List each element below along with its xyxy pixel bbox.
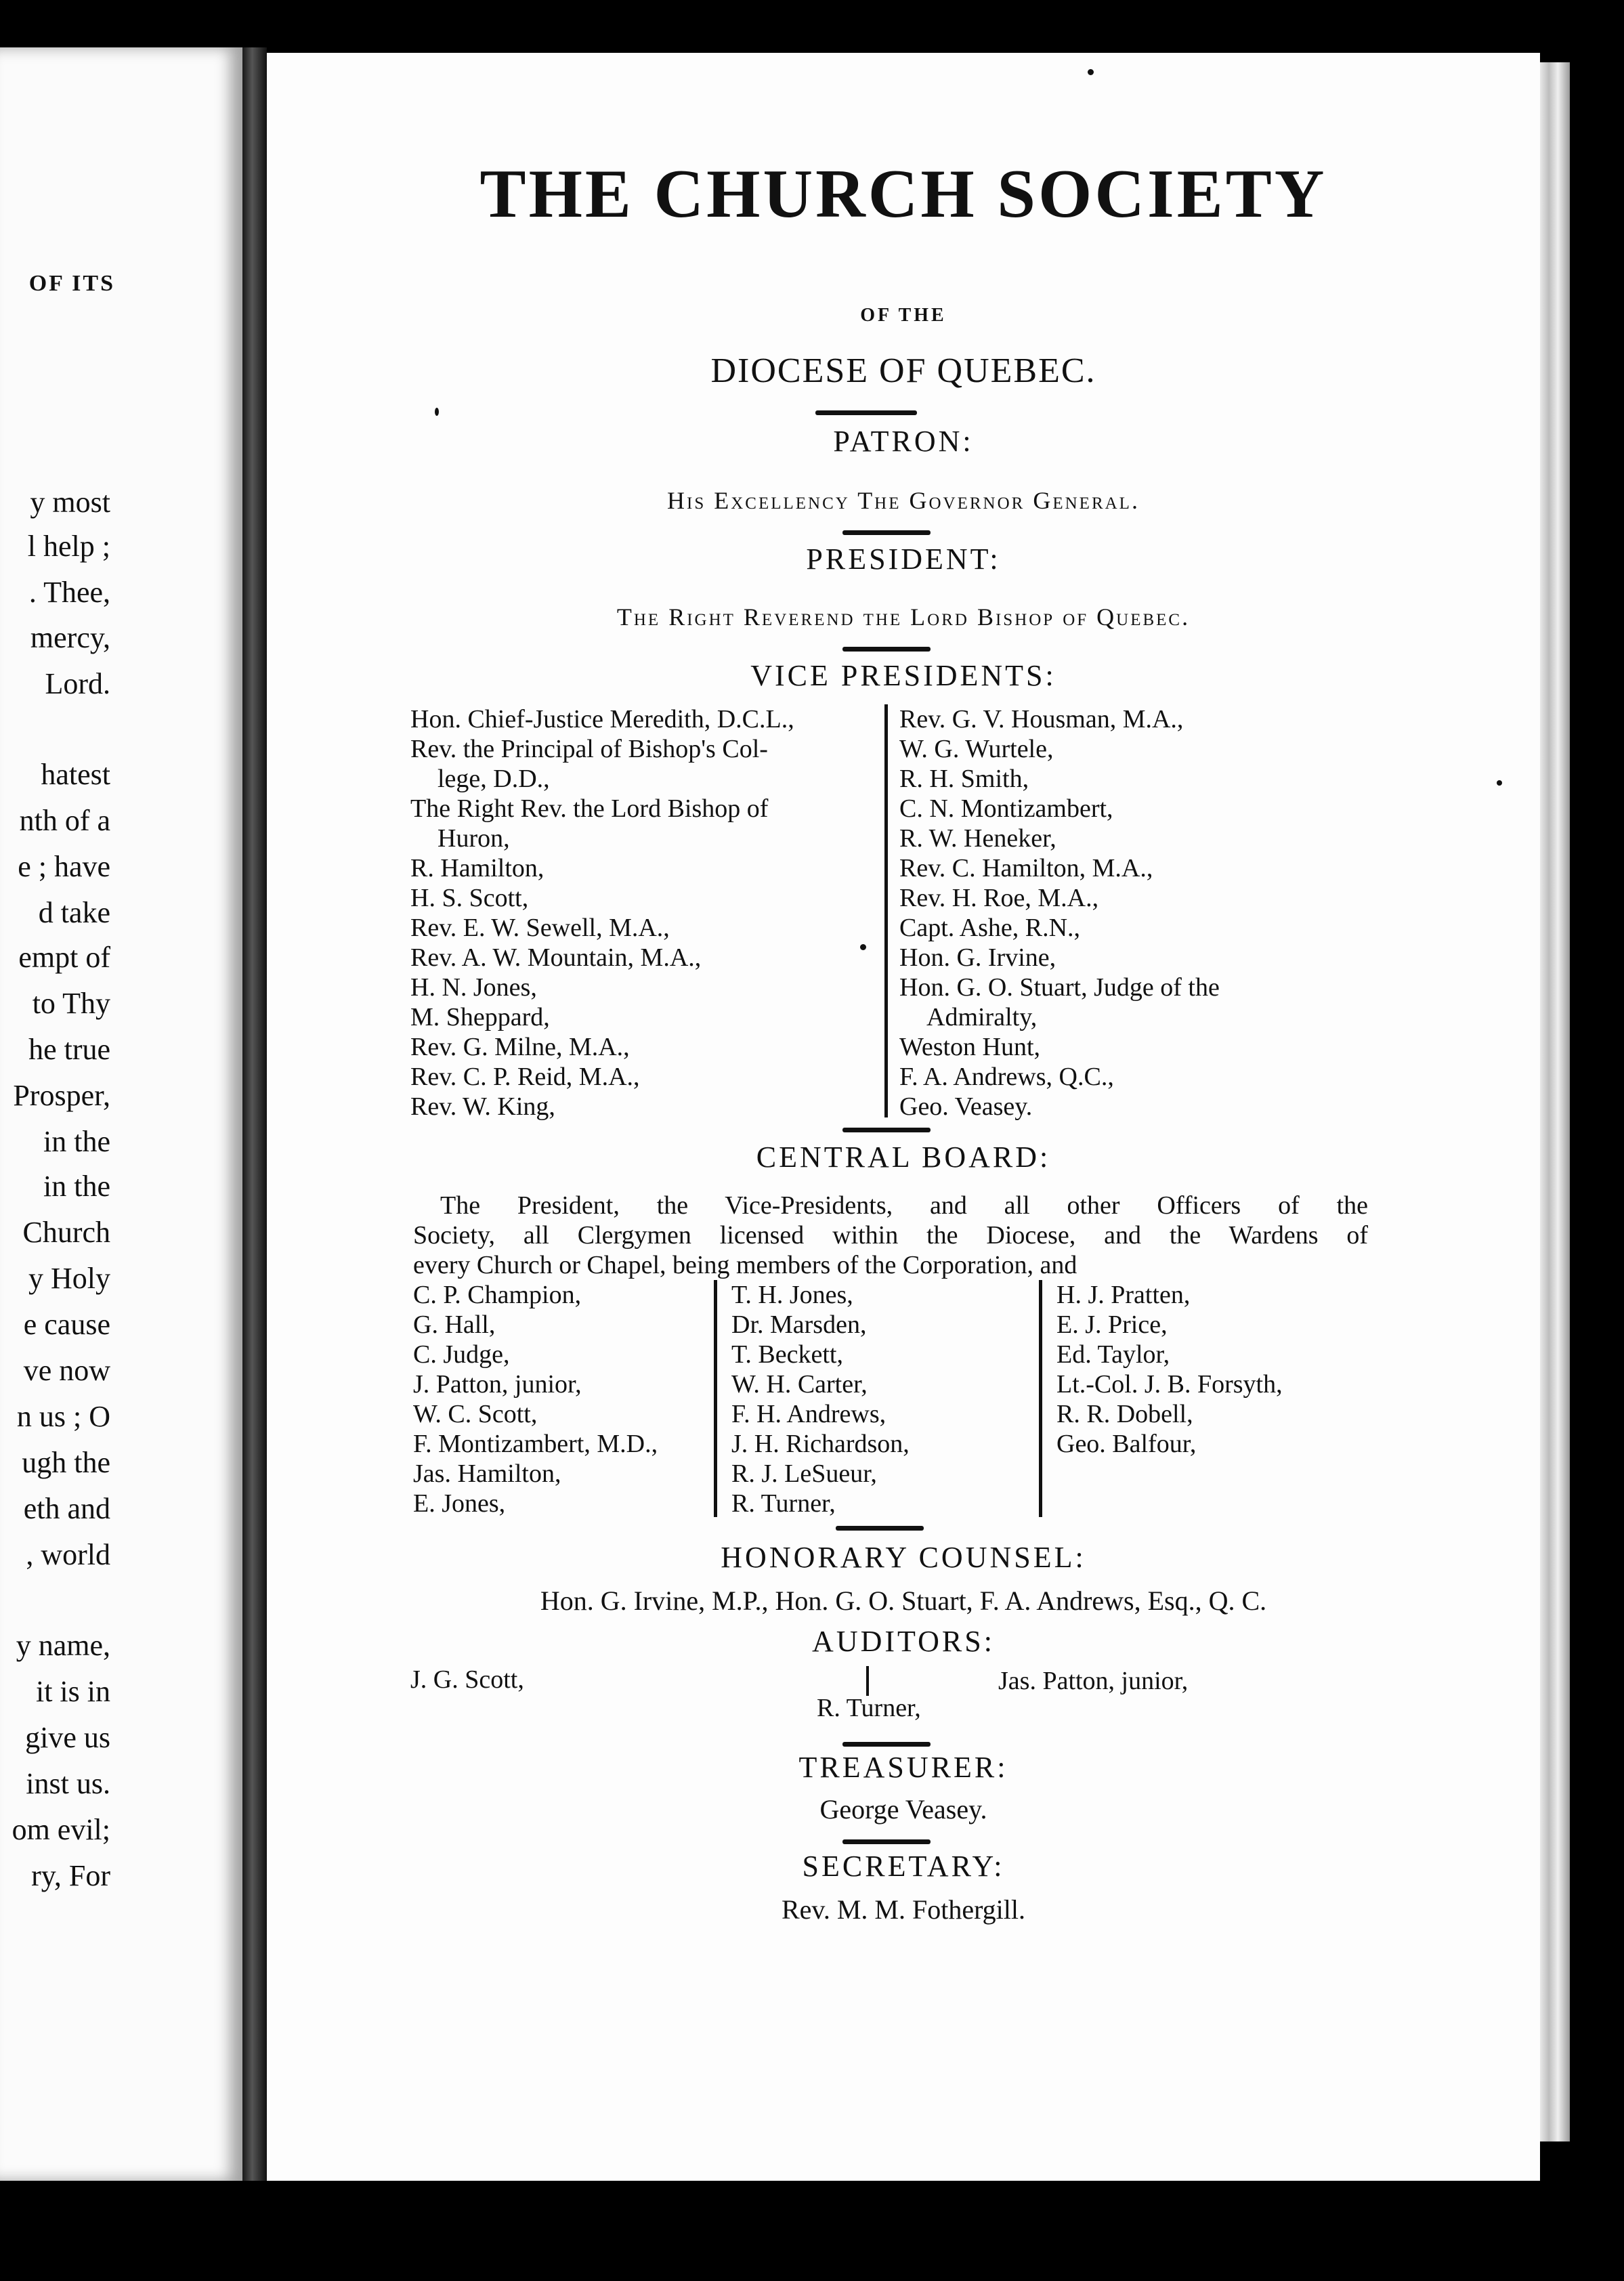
patron-name: His Excellency The Governor General.: [667, 487, 1140, 514]
president-heading: PRESIDENT:: [806, 542, 1001, 576]
name-entry: Hon. G. O. Stuart, Judge of the: [899, 973, 1220, 1002]
left-page-line: inst us.: [26, 1767, 110, 1800]
vice-presidents-heading: VICE PRESIDENTS:: [750, 659, 1056, 692]
patron-heading: PATRON:: [833, 425, 974, 458]
auditor-left: J. G. Scott,: [410, 1665, 524, 1694]
left-page-line: ve now: [23, 1354, 110, 1387]
left-page-line: ry, For: [31, 1859, 110, 1892]
divider: [842, 1128, 931, 1132]
name-entry: Rev. G. Milne, M.A.,: [410, 1033, 630, 1061]
vice-presidents-right-column: [899, 704, 1220, 1122]
secretary-name: Rev. M. M. Fothergill.: [781, 1894, 1026, 1925]
name-entry: Dr. Marsden,: [731, 1310, 867, 1339]
ink-speck: [1088, 69, 1094, 75]
left-page-line: to Thy: [32, 987, 110, 1020]
name-entry: H. N. Jones,: [410, 973, 537, 1002]
of-the-label: OF THE: [860, 305, 947, 326]
divider: [815, 410, 917, 415]
name-entry: Rev. W. King,: [410, 1092, 555, 1121]
name-entry: C. P. Champion,: [413, 1281, 582, 1309]
treasurer-name: George Veasey.: [819, 1794, 987, 1825]
name-entry: H. J. Pratten,: [1056, 1281, 1191, 1309]
name-entry: Geo. Balfour,: [1056, 1430, 1197, 1458]
auditor-right: Jas. Patton, junior,: [998, 1667, 1189, 1695]
left-page-line: Lord.: [45, 667, 110, 700]
name-entry: Weston Hunt,: [899, 1033, 1041, 1061]
left-page-line: e cause: [23, 1308, 110, 1341]
name-entry: Rev. E. W. Sewell, M.A.,: [410, 914, 670, 942]
left-page-line: it is in: [35, 1675, 110, 1708]
left-page-line: mercy,: [30, 621, 110, 654]
left-page-line: y Holy: [28, 1262, 110, 1295]
divider: [842, 647, 931, 652]
name-entry: Rev. C. P. Reid, M.A.,: [410, 1063, 640, 1091]
name-entry: Admiralty,: [926, 1003, 1038, 1031]
name-entry: E. J. Price,: [1056, 1310, 1168, 1339]
name-entry: T. H. Jones,: [731, 1281, 853, 1309]
name-entry: H. S. Scott,: [410, 884, 529, 912]
name-entry: M. Sheppard,: [410, 1003, 550, 1031]
name-entry: C. N. Montizambert,: [899, 794, 1113, 823]
name-entry: W. H. Carter,: [731, 1370, 868, 1399]
name-entry: F. Montizambert, M.D.,: [413, 1430, 658, 1458]
name-entry: R. Hamilton,: [410, 854, 544, 882]
name-entry: Rev. A. W. Mountain, M.A.,: [410, 943, 702, 972]
name-entry: R. Turner,: [731, 1489, 836, 1518]
page-edges: [1540, 62, 1570, 2141]
column-divider: [866, 1666, 869, 1696]
left-page-line: eth and: [23, 1492, 110, 1525]
left-page-line: ugh the: [22, 1446, 110, 1479]
name-entry: Jas. Hamilton,: [413, 1459, 561, 1488]
left-page: [0, 47, 242, 2181]
left-page-line: Church: [22, 1216, 110, 1249]
name-entry: C. Judge,: [413, 1340, 510, 1369]
column-divider: [1039, 1280, 1042, 1517]
name-entry: F. A. Andrews, Q.C.,: [899, 1063, 1114, 1091]
divider: [842, 1742, 931, 1747]
left-page-line: he true: [28, 1033, 110, 1066]
name-entry: Hon. Chief-Justice Meredith, D.C.L.,: [410, 705, 794, 733]
vice-presidents-left-column: [410, 704, 794, 1122]
central-board-column-3: [1056, 1280, 1283, 1459]
central-board-intro: [413, 1191, 1368, 1280]
ink-speck: [435, 408, 439, 416]
treasurer-heading: TREASURER:: [798, 1751, 1008, 1784]
name-entry: E. Jones,: [413, 1489, 506, 1518]
name-entry: Lt.-Col. J. B. Forsyth,: [1056, 1370, 1283, 1399]
name-entry: W. C. Scott,: [413, 1400, 538, 1428]
name-entry: Rev. H. Roe, M.A.,: [899, 884, 1099, 912]
name-entry: The Right Rev. the Lord Bishop of: [410, 794, 769, 823]
left-page-line: , world: [26, 1538, 110, 1571]
name-entry: Rev. G. V. Housman, M.A.,: [899, 705, 1184, 733]
left-page-line: y name,: [16, 1629, 110, 1662]
left-page-line: Prosper,: [13, 1079, 110, 1112]
central-board-column-2: [731, 1280, 910, 1518]
left-page-line: in the: [43, 1125, 110, 1158]
left-page-line: d take: [38, 896, 110, 929]
diocese-heading: DIOCESE OF QUEBEC.: [710, 351, 1096, 390]
central-board-column-1: [413, 1280, 658, 1518]
intro-line: Society, all Clergymen licensed within the Diocese, and the Wardens of: [413, 1221, 1368, 1250]
name-entry: R. J. LeSueur,: [731, 1459, 877, 1488]
left-page-line: l help ;: [27, 530, 110, 563]
name-entry: R. R. Dobell,: [1056, 1400, 1193, 1428]
left-page-line: om evil;: [12, 1813, 110, 1846]
name-entry: Huron,: [437, 824, 510, 853]
name-entry: R. H. Smith,: [899, 765, 1029, 793]
left-page-header: OF ITS: [28, 271, 115, 296]
name-entry: F. H. Andrews,: [731, 1400, 886, 1428]
ink-speck: [1497, 780, 1502, 786]
name-entry: Rev. C. Hamilton, M.A.,: [899, 854, 1153, 882]
name-entry: W. G. Wurtele,: [899, 735, 1054, 763]
left-page-line: y most: [30, 486, 110, 519]
intro-line: every Church or Chapel, being members of the Corporation, and: [413, 1251, 1077, 1279]
secretary-heading: SECRETARY:: [802, 1850, 1005, 1883]
president-name: The Right Reverend the Lord Bishop of Quebec.: [616, 603, 1191, 631]
name-entry: T. Beckett,: [731, 1340, 843, 1369]
ink-speck: [860, 944, 866, 950]
name-entry: J. Patton, junior,: [413, 1370, 582, 1399]
left-page-line: hatest: [41, 758, 110, 791]
column-divider: [714, 1280, 717, 1517]
name-entry: Hon. G. Irvine,: [899, 943, 1056, 972]
divider: [842, 530, 931, 535]
left-page-line: in the: [43, 1170, 110, 1203]
name-entry: G. Hall,: [413, 1310, 496, 1339]
left-page-line: n us ; O: [16, 1400, 110, 1433]
name-entry: Ed. Taylor,: [1056, 1340, 1170, 1369]
left-page-line: e ; have: [18, 850, 110, 883]
name-entry: J. H. Richardson,: [731, 1430, 910, 1458]
book-spine: [242, 47, 267, 2181]
auditor-middle: R. Turner,: [817, 1694, 921, 1722]
auditors-heading: AUDITORS:: [812, 1625, 995, 1658]
divider: [836, 1526, 924, 1531]
right-page: [267, 53, 1540, 2181]
page-title: THE CHURCH SOCIETY: [479, 156, 1327, 232]
left-page-line: empt of: [18, 941, 110, 974]
divider: [842, 1839, 931, 1844]
left-page-line: nth of a: [19, 804, 110, 837]
left-page-line: . Thee,: [28, 576, 110, 609]
honorary-counsel-names: Hon. G. Irvine, M.P., Hon. G. O. Stuart, F. A. Andrews, Esq., Q. C.: [540, 1585, 1267, 1616]
name-entry: Capt. Ashe, R.N.,: [899, 914, 1081, 942]
name-entry: R. W. Heneker,: [899, 824, 1056, 853]
central-board-heading: CENTRAL BOARD:: [756, 1140, 1051, 1174]
name-entry: Geo. Veasey.: [899, 1092, 1033, 1121]
name-entry: Rev. the Principal of Bishop's Col-: [410, 735, 768, 763]
column-divider: [884, 704, 888, 1117]
left-page-line: give us: [25, 1721, 110, 1754]
intro-line: The President, the Vice-Presidents, and all other Officers of the: [440, 1191, 1368, 1220]
name-entry: lege, D.D.,: [437, 765, 550, 793]
honorary-counsel-heading: HONORARY COUNSEL:: [721, 1541, 1086, 1574]
